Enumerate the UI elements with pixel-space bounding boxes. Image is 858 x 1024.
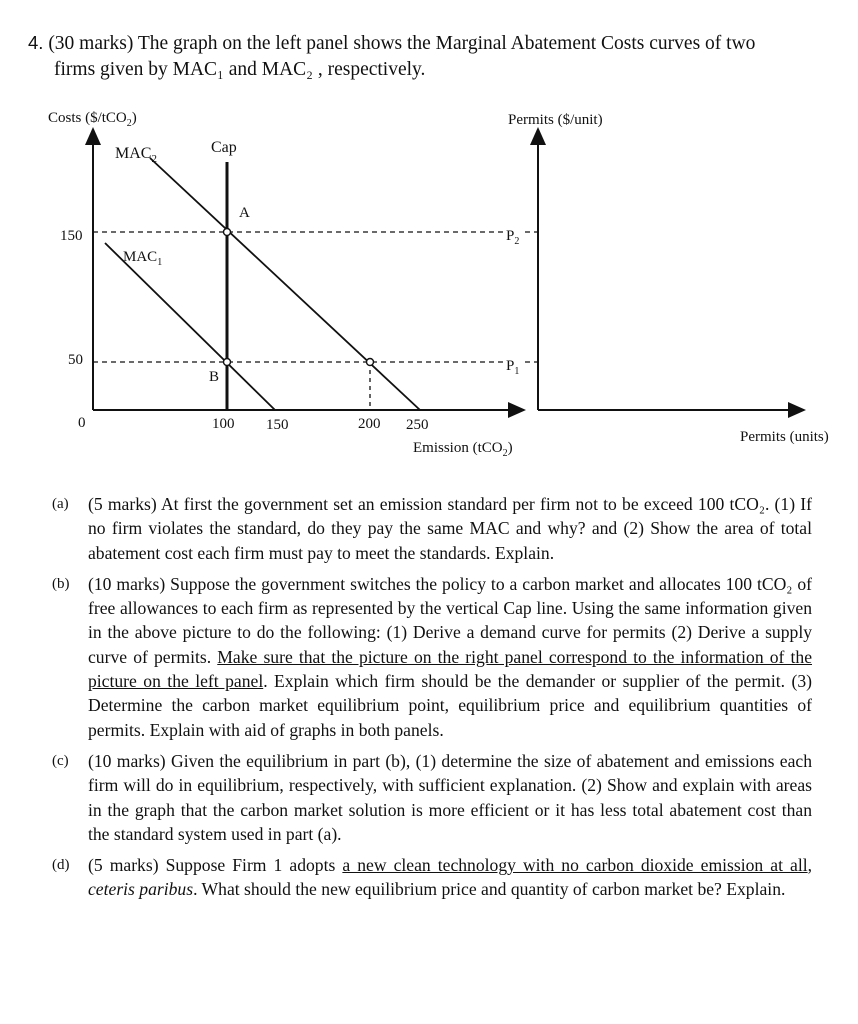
x-tick-100: 100 <box>212 416 235 432</box>
part-a-label: (a) <box>52 496 69 512</box>
mac1-label: $MAC_1$ <box>123 249 163 268</box>
x-tick-250: 250 <box>406 417 429 433</box>
left-y-axis-label: Costs ($/tCO$_2$) <box>48 110 137 129</box>
question-intro-line1: (30 marks) The graph on the left panel shows the Marginal Abatement Costs curves of two <box>48 33 756 54</box>
part-b-underlined: Make sure that the picture on the right panel correspond to the information of the picture on the left panel <box>88 646 812 692</box>
mac2-p1-marker <box>367 359 374 366</box>
part-d <box>52 853 812 902</box>
part-c-text: (10 marks) Given the equilibrium in part (b), (1) determine the size of abatement and emissions each firm will do in equilibrium, respectively, with sufficient explanation. (2) Show and explain with areas in the graph that the carbon market solution is more efficient or it has less total abatement cost than the standard system used in part (a). <box>88 750 812 844</box>
left-x-axis-label: Emission (tCO$_2$) <box>413 440 513 459</box>
point-b-marker <box>224 359 231 366</box>
y-tick-0: 0 <box>78 415 86 431</box>
part-c <box>52 749 812 846</box>
part-c-label: (c) <box>52 752 69 769</box>
cap-label: Cap <box>211 139 237 156</box>
p1-label: $P_1$ <box>506 358 520 377</box>
part-b-label: (b) <box>52 575 70 592</box>
part-d-underlined: a new clean technology with no carbon dioxide emission at all <box>342 855 808 876</box>
part-b <box>52 572 812 742</box>
mac1-curve <box>105 243 275 410</box>
part-d-label: (d) <box>52 857 70 874</box>
y-tick-150: 150 <box>60 228 83 244</box>
question-header <box>28 30 828 83</box>
question-intro-line2: firms given by MAC₁ and MAC₂ , respectively. <box>54 59 426 80</box>
point-b-label: B <box>209 369 220 385</box>
right-x-axis-label: Permits (units) <box>740 429 829 445</box>
right-y-axis-label: Permits ($/unit) <box>508 112 603 128</box>
part-a-text: (5 marks) At first the government set an emission standard per firm not to be exceed 100 tCO₂. (1) If no firm violates the standard, do they pay the same MAC and why? and (2) Show the area of total abatement cost each firm must pay to meet the standards. Explain. <box>88 494 812 563</box>
mac2-curve <box>150 158 420 410</box>
sub-questions <box>52 492 812 909</box>
part-d-text: (5 marks) Suppose Firm 1 adopts a new clean technology with no carbon dioxide emission at all, ceteris paribus. What should the new equilibrium price and quantity of carbon market be? Explain. <box>88 855 812 900</box>
part-a <box>52 492 812 565</box>
mac2-label: $MAC_2$ <box>115 145 157 165</box>
x-tick-150: 150 <box>266 417 289 433</box>
y-tick-50: 50 <box>68 352 83 368</box>
x-tick-200: 200 <box>358 416 381 432</box>
p2-label: $P_2$ <box>506 228 520 247</box>
point-a-marker <box>224 229 231 236</box>
question-number: 4. <box>28 32 44 53</box>
mac-figure <box>0 100 858 470</box>
part-d-italic: ceteris paribus <box>88 879 194 900</box>
part-b-text: (10 marks) Suppose the government switches the policy to a carbon market and allocates 100 tCO₂ of free allowances to each firm as represented by the vertical Cap line. Using the same information given in the above picture to do the following: (1) Derive a demand curve for permits (2) Derive a supply curve of permits. Make sure that the picture on the right panel correspond to the information of the picture on the left panel. Explain which firm should be the demander or supplier of the permit. (3) Determine the carbon market equilibrium point, equilibrium price and equilibrium quantities of permits. Explain with aid of graphs in both panels. <box>88 573 812 740</box>
point-a-label: A <box>239 205 250 221</box>
